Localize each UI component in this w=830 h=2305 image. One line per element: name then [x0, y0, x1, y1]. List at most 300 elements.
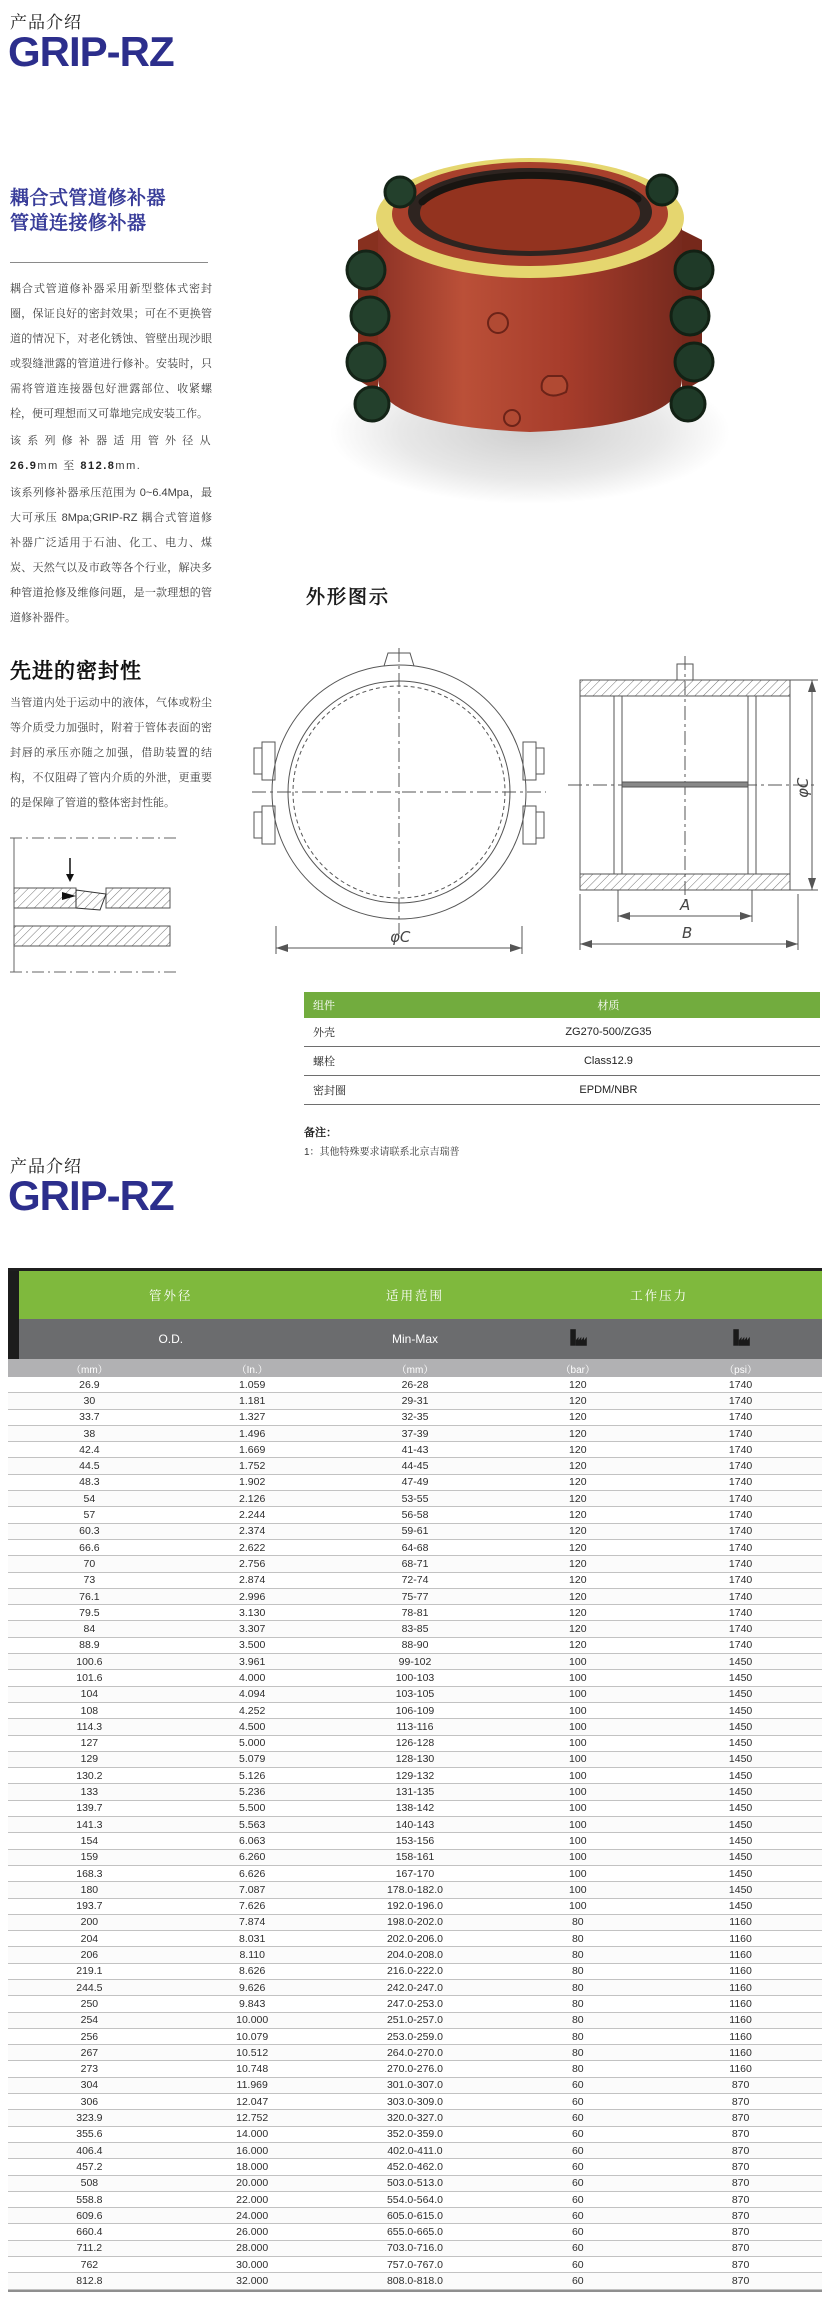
cell-od-mm: 73 [83, 1574, 96, 1587]
cell-bar: 100 [569, 1786, 587, 1799]
cell-od-mm: 168.3 [76, 1867, 103, 1880]
divider-rule [10, 262, 208, 263]
cell-psi: 1740 [728, 1460, 753, 1473]
cell-minmax: 251.0-257.0 [386, 2014, 444, 2027]
range-max-value: 812.8 [80, 460, 116, 472]
cell-od-in: 2.126 [239, 1492, 266, 1505]
spec-unit-row [8, 1359, 822, 1377]
cell-minmax: 41-43 [401, 1443, 429, 1456]
cell-psi: 1160 [729, 1949, 752, 1962]
spec-table-row [8, 1458, 822, 1474]
cell-od-in: 28.000 [236, 2242, 269, 2255]
cell-minmax: 83-85 [401, 1623, 429, 1636]
spec-table-row [8, 1703, 822, 1719]
cell-bar: 60 [571, 2258, 584, 2271]
cell-od-mm: 180 [80, 1883, 99, 1896]
cell-od-in: 2.622 [239, 1541, 266, 1554]
cell-minmax: 37-39 [401, 1427, 429, 1440]
cell-od-in: 3.307 [239, 1623, 266, 1636]
subtitle-line-2: 管道连接修补器 [10, 213, 147, 234]
cell-od-mm: 127 [80, 1737, 99, 1750]
cell-od-mm: 219.1 [76, 1965, 103, 1978]
cell-bar: 100 [569, 1851, 587, 1864]
cell-od-mm: 60.3 [79, 1525, 100, 1538]
cell-psi: 870 [731, 2177, 750, 2190]
cell-od-in: 1.059 [239, 1378, 266, 1391]
spec-table-row [8, 1850, 822, 1866]
cell-bar: 120 [569, 1606, 587, 1619]
cell-od-in: 20.000 [236, 2177, 269, 2190]
material-spec: Class12.9 [583, 1055, 633, 1067]
cell-od-in: 8.626 [239, 1965, 266, 1978]
cell-minmax: 253.0-259.0 [386, 2030, 444, 2043]
notes-line-1: 1：其他特殊要求请联系北京吉瑞普 [304, 1147, 460, 1158]
cell-minmax: 198.0-202.0 [386, 1916, 444, 1929]
materials-table [304, 992, 820, 1105]
cell-od-in: 8.110 [239, 1949, 265, 1962]
cell-psi: 1450 [728, 1720, 753, 1733]
cell-psi: 1450 [728, 1672, 753, 1684]
spec-table-row [8, 2192, 822, 2208]
cell-psi: 1160 [729, 2014, 752, 2027]
cell-bar: 80 [571, 1965, 584, 1978]
cell-psi: 1450 [728, 1753, 753, 1766]
cell-od-in: 4.000 [239, 1672, 266, 1684]
cell-bar: 100 [569, 1769, 587, 1782]
cell-minmax: 140-143 [395, 1818, 435, 1831]
cell-bar: 80 [571, 1916, 584, 1929]
subtitle-line-1: 耦合式管道修补器 [10, 188, 167, 209]
cell-od-in: 1.327 [239, 1411, 266, 1424]
page2-section-label: 产品介绍 [10, 1157, 82, 1176]
intro-paragraph: 耦合式管道修补器采用新型整体式密封圈，保证良好的密封效果；可在不更换管道的情况下，对老化锈蚀、管壁出现沙眼或裂缝泄露的管道进行修补。安装时，只需将管道连接器包好泄露部位、收紧螺栓，便可理想而又可靠地完成安装工作。 [10, 283, 212, 420]
materials-header-row [304, 992, 820, 1018]
pressure-gauge-icon [496, 1327, 659, 1352]
cell-od-mm: 88.9 [79, 1639, 100, 1652]
cell-od-mm: 129 [80, 1753, 99, 1766]
cell-od-in: 4.094 [239, 1688, 266, 1701]
cell-od-mm: 406.4 [76, 2144, 103, 2157]
cell-psi: 1740 [728, 1476, 753, 1489]
cell-psi: 870 [731, 2160, 750, 2173]
cell-od-in: 5.126 [239, 1769, 266, 1782]
cell-od-in: 2.756 [239, 1557, 266, 1570]
cell-minmax: 138-142 [395, 1802, 435, 1815]
materials-header-material: 材质 [597, 1000, 620, 1012]
cell-bar: 100 [569, 1900, 587, 1913]
cell-bar: 80 [571, 1997, 584, 2010]
spec-table-row [8, 1768, 822, 1784]
spec-table-row [8, 1475, 822, 1491]
cell-bar: 80 [571, 2030, 584, 2043]
cell-od-mm: 812.8 [76, 2274, 103, 2287]
cell-bar: 120 [569, 1509, 587, 1522]
outline-heading: 外形图示 [306, 587, 391, 608]
cell-od-mm: 323.9 [76, 2112, 103, 2125]
cell-minmax: 303.0-309.0 [386, 2095, 444, 2108]
dim-label-a: A [680, 896, 691, 914]
cell-od-mm: 508 [80, 2177, 99, 2190]
materials-row [304, 1076, 820, 1105]
cell-bar: 80 [571, 2046, 584, 2059]
cell-bar: 100 [569, 1688, 587, 1701]
cell-bar: 120 [569, 1525, 587, 1538]
cell-minmax: 103-105 [395, 1688, 435, 1701]
cell-minmax: 106-109 [395, 1704, 435, 1717]
cell-psi: 1740 [728, 1606, 753, 1619]
cell-psi: 1450 [728, 1688, 753, 1701]
cell-od-in: 5.000 [239, 1737, 266, 1750]
spec-table-row [8, 1996, 822, 2012]
spec-table-row [8, 1833, 822, 1849]
cell-od-in: 6.626 [239, 1867, 266, 1880]
cell-bar: 120 [569, 1557, 587, 1570]
cell-od-mm: 254 [80, 2014, 99, 2027]
spec-table-row [8, 1573, 822, 1589]
cell-od-mm: 108 [80, 1704, 99, 1717]
range-min-value: 26.9 [10, 460, 38, 472]
cell-psi: 1740 [728, 1639, 753, 1652]
cell-od-in: 1.669 [239, 1443, 266, 1456]
cell-od-in: 5.563 [239, 1818, 266, 1831]
cell-minmax: 352.0-359.0 [386, 2128, 444, 2141]
cell-bar: 120 [569, 1623, 587, 1636]
seal-heading: 先进的密封性 [10, 660, 142, 683]
cell-bar: 60 [571, 2177, 584, 2190]
cell-minmax: 703.0-716.0 [386, 2242, 444, 2255]
cell-bar: 60 [571, 2193, 584, 2206]
cell-bar: 100 [569, 1834, 587, 1847]
cell-od-mm: 101.6 [76, 1672, 103, 1684]
cell-minmax: 47-49 [401, 1476, 429, 1489]
cell-minmax: 56-58 [401, 1509, 429, 1522]
cell-psi: 1450 [728, 1769, 753, 1782]
product-photo-coupling [320, 80, 740, 520]
cell-od-mm: 54 [83, 1492, 96, 1505]
spec-table-row [8, 1524, 822, 1540]
cell-bar: 60 [571, 2209, 584, 2222]
table-left-notch [8, 1271, 19, 1359]
cell-minmax: 99-102 [398, 1655, 432, 1668]
cell-minmax: 72-74 [401, 1574, 429, 1587]
cell-minmax: 100-103 [395, 1672, 435, 1684]
cell-od-mm: 141.3 [76, 1818, 103, 1831]
cell-minmax: 757.0-767.0 [386, 2258, 444, 2271]
cell-bar: 60 [571, 2160, 584, 2173]
cell-bar: 120 [569, 1639, 587, 1652]
cell-psi: 870 [731, 2274, 750, 2287]
cell-od-in: 1.496 [239, 1427, 266, 1440]
cell-od-in: 11.969 [236, 2079, 268, 2092]
spec-table-row [8, 1556, 822, 1572]
cell-minmax: 44-45 [401, 1460, 429, 1473]
cell-od-in: 8.031 [239, 1932, 266, 1945]
spec-table-row [8, 1915, 822, 1931]
cell-bar: 120 [569, 1427, 587, 1440]
cell-od-in: 32.000 [236, 2274, 269, 2287]
spec-table-row [8, 2013, 822, 2029]
spec-table-row [8, 2176, 822, 2192]
cell-minmax: 655.0-665.0 [386, 2226, 444, 2239]
cell-od-mm: 38 [83, 1427, 96, 1440]
cell-bar: 100 [569, 1867, 587, 1880]
spec-sub-header-row [8, 1319, 822, 1359]
cell-psi: 1740 [728, 1557, 753, 1570]
cell-psi: 870 [731, 2079, 750, 2092]
cell-od-in: 7.087 [239, 1883, 266, 1896]
materials-row [304, 1047, 820, 1076]
spec-table-row [8, 1719, 822, 1735]
dim-label-phi-c-side: φC [794, 777, 812, 798]
cell-psi: 870 [731, 2226, 750, 2239]
pressure-gauge-icon [659, 1327, 822, 1352]
unit-mm: （mm） [71, 1364, 108, 1376]
cell-od-in: 26.000 [236, 2226, 269, 2239]
cell-bar: 120 [569, 1541, 587, 1554]
cell-od-in: 2.374 [239, 1525, 266, 1538]
cell-minmax: 167-170 [395, 1867, 435, 1880]
cell-psi: 1160 [729, 1997, 752, 2010]
spec-table-row [8, 1638, 822, 1654]
cell-od-mm: 26.9 [79, 1378, 100, 1391]
cell-minmax: 402.0-411.0 [387, 2144, 443, 2157]
spec-table-row [8, 1899, 822, 1915]
notes-label: 备注： [304, 1127, 337, 1139]
cell-od-mm: 200 [80, 1916, 99, 1929]
cell-bar: 60 [571, 2112, 584, 2125]
cell-od-mm: 660.4 [76, 2226, 103, 2239]
spec-table-row [8, 2110, 822, 2126]
cell-od-in: 4.500 [239, 1720, 266, 1733]
spec-table-row [8, 1964, 822, 1980]
cell-minmax: 75-77 [401, 1590, 429, 1603]
cell-od-in: 18.000 [236, 2160, 269, 2173]
cell-psi: 1740 [728, 1574, 753, 1587]
spec-table-row [8, 1393, 822, 1409]
spec-table-row [8, 1621, 822, 1637]
cell-od-mm: 154 [80, 1834, 99, 1847]
cell-minmax: 32-35 [401, 1411, 429, 1424]
spec-table-row [8, 2143, 822, 2159]
cell-psi: 1740 [728, 1590, 753, 1603]
dim-label-b: B [682, 924, 693, 942]
cell-minmax: 247.0-253.0 [386, 1997, 444, 2010]
cell-psi: 1740 [728, 1541, 753, 1554]
cell-psi: 1450 [728, 1883, 753, 1896]
spec-table-row [8, 1931, 822, 1947]
cell-od-mm: 100.6 [76, 1655, 103, 1668]
cell-od-mm: 244.5 [76, 1981, 103, 1994]
cell-od-in: 5.079 [239, 1753, 266, 1766]
spec-table-row [8, 1882, 822, 1898]
cell-minmax: 158-161 [395, 1851, 435, 1864]
cell-psi: 1160 [729, 1916, 752, 1929]
cell-minmax: 808.0-818.0 [386, 2274, 444, 2287]
cell-od-mm: 30 [83, 1394, 96, 1407]
cell-od-in: 3.961 [239, 1655, 266, 1668]
cell-bar: 60 [571, 2226, 584, 2239]
cell-bar: 60 [571, 2274, 584, 2287]
material-component: 外壳 [313, 1027, 335, 1039]
cell-od-in: 16.000 [236, 2144, 269, 2157]
spec-table-row [8, 1442, 822, 1458]
cell-minmax: 29-31 [401, 1394, 429, 1407]
cell-psi: 1740 [728, 1411, 753, 1424]
cell-psi: 1450 [728, 1851, 753, 1864]
cell-minmax: 178.0-182.0 [386, 1883, 444, 1896]
cell-minmax: 216.0-222.0 [386, 1965, 444, 1978]
cell-minmax: 204.0-208.0 [386, 1949, 444, 1962]
cell-minmax: 68-71 [401, 1557, 429, 1570]
cell-od-mm: 130.2 [76, 1769, 103, 1782]
cell-minmax: 78-81 [401, 1606, 429, 1619]
cell-od-in: 6.063 [239, 1834, 266, 1847]
materials-body [304, 1018, 820, 1105]
cell-minmax: 153-156 [395, 1834, 435, 1847]
cell-psi: 1160 [729, 2046, 752, 2059]
cell-bar: 100 [569, 1802, 587, 1815]
spec-table-row [8, 2273, 822, 2289]
cell-bar: 120 [569, 1590, 587, 1603]
cell-bar: 100 [569, 1818, 587, 1831]
spec-table-row [8, 2224, 822, 2240]
spec-table-row [8, 1491, 822, 1507]
spec-table-row [8, 1687, 822, 1703]
cell-minmax: 320.0-327.0 [386, 2112, 444, 2125]
spec-table-row [8, 2094, 822, 2110]
cell-psi: 870 [731, 2258, 750, 2271]
cell-bar: 120 [569, 1411, 587, 1424]
unit-bar: （bar） [560, 1364, 596, 1376]
cell-od-in: 7.874 [239, 1916, 266, 1929]
cell-od-in: 22.000 [236, 2193, 269, 2206]
cell-minmax: 264.0-270.0 [386, 2046, 444, 2059]
cell-od-mm: 304 [80, 2079, 99, 2092]
spec-table-row [8, 2061, 822, 2077]
cell-od-mm: 48.3 [79, 1476, 100, 1489]
cell-minmax: 452.0-462.0 [386, 2160, 444, 2173]
cell-od-in: 2.996 [239, 1590, 266, 1603]
spec-table-row [8, 2257, 822, 2273]
spec-table-row [8, 1784, 822, 1800]
cell-psi: 1740 [728, 1394, 753, 1407]
cell-od-in: 1.181 [239, 1394, 266, 1407]
cell-od-in: 1.752 [239, 1460, 266, 1473]
spec-table-row [8, 1377, 822, 1393]
spec-table-row [8, 2078, 822, 2094]
spec-table-row [8, 1589, 822, 1605]
spec-table-row [8, 2159, 822, 2175]
material-spec: ZG270-500/ZG35 [565, 1026, 652, 1038]
cell-psi: 1160 [729, 1965, 752, 1978]
unit-psi: （psi） [724, 1364, 757, 1376]
materials-row [304, 1018, 820, 1047]
cell-bar: 120 [569, 1476, 587, 1489]
cell-bar: 80 [571, 1932, 584, 1945]
cell-od-mm: 193.7 [76, 1900, 103, 1913]
range-paragraph [10, 429, 212, 479]
spec-table-row [8, 2127, 822, 2143]
cell-psi: 870 [731, 2128, 750, 2141]
cell-od-mm: 57 [83, 1509, 96, 1522]
cell-od-mm: 70 [83, 1557, 96, 1570]
cell-psi: 1450 [728, 1655, 753, 1668]
cell-minmax: 128-130 [395, 1753, 435, 1766]
spec-table-row [8, 1540, 822, 1556]
sub-header-od: O.D. [158, 1332, 184, 1346]
cell-psi: 1740 [728, 1378, 753, 1391]
cell-bar: 100 [569, 1720, 587, 1733]
spec-table-row [8, 2241, 822, 2257]
cell-minmax: 270.0-276.0 [386, 2063, 444, 2076]
cell-od-in: 10.079 [236, 2030, 269, 2043]
cell-od-in: 4.252 [239, 1704, 266, 1717]
cell-od-in: 1.902 [239, 1476, 266, 1489]
cell-od-in: 9.843 [239, 1997, 266, 2010]
cell-psi: 1740 [728, 1525, 753, 1538]
cell-od-mm: 133 [80, 1786, 99, 1799]
range-prefix: 该系列修补器适用管外径从 [10, 435, 212, 447]
material-spec: EPDM/NBR [579, 1084, 638, 1096]
page1-section-label: 产品介绍 [10, 13, 82, 32]
cell-od-in: 10.000 [236, 2014, 269, 2027]
spec-table-body [8, 1377, 822, 2292]
page2-product-title: GRIP-RZ [8, 1172, 174, 1219]
cell-bar: 100 [569, 1672, 587, 1684]
cell-minmax: 113-116 [396, 1720, 434, 1733]
cell-bar: 60 [571, 2128, 584, 2141]
cell-od-in: 7.626 [239, 1900, 266, 1913]
cell-od-in: 10.748 [236, 2063, 269, 2076]
group-header-od: 管外径 [149, 1289, 193, 1303]
cell-bar: 100 [569, 1655, 587, 1668]
cell-psi: 1160 [729, 2063, 752, 2076]
group-header-pressure: 工作压力 [630, 1289, 689, 1303]
cell-od-mm: 206 [80, 1949, 99, 1962]
sub-header-minmax: Min-Max [391, 1332, 438, 1346]
cell-od-in: 10.512 [236, 2046, 269, 2059]
cell-bar: 60 [571, 2095, 584, 2108]
spec-table-row [8, 2208, 822, 2224]
notes-block [304, 1124, 460, 1158]
cell-od-mm: 76.1 [79, 1590, 100, 1603]
cell-od-in: 5.500 [239, 1802, 266, 1815]
drawing-front-view [238, 642, 560, 972]
cell-psi: 870 [731, 2193, 750, 2206]
cell-minmax: 129-132 [395, 1769, 435, 1782]
cell-od-mm: 762 [80, 2258, 99, 2271]
cell-bar: 120 [569, 1394, 587, 1407]
cell-bar: 120 [569, 1460, 587, 1473]
cell-psi: 1740 [728, 1623, 753, 1636]
cell-minmax: 26-28 [401, 1378, 429, 1391]
unit-in: （In.） [236, 1364, 268, 1376]
cell-psi: 1450 [728, 1867, 753, 1880]
cell-psi: 1450 [728, 1900, 753, 1913]
cell-od-mm: 711.2 [76, 2242, 103, 2255]
cell-bar: 60 [571, 2079, 584, 2092]
cell-minmax: 202.0-206.0 [386, 1932, 444, 1945]
cell-od-mm: 79.5 [79, 1606, 100, 1619]
cell-psi: 870 [731, 2144, 750, 2157]
cell-psi: 870 [731, 2242, 750, 2255]
drawing-side-view [562, 650, 824, 972]
spec-table-row [8, 1670, 822, 1686]
cell-od-mm: 42.4 [79, 1443, 100, 1456]
range-mid: mm 至 [37, 460, 81, 472]
cell-bar: 100 [569, 1883, 587, 1896]
cell-minmax: 242.0-247.0 [386, 1981, 444, 1994]
